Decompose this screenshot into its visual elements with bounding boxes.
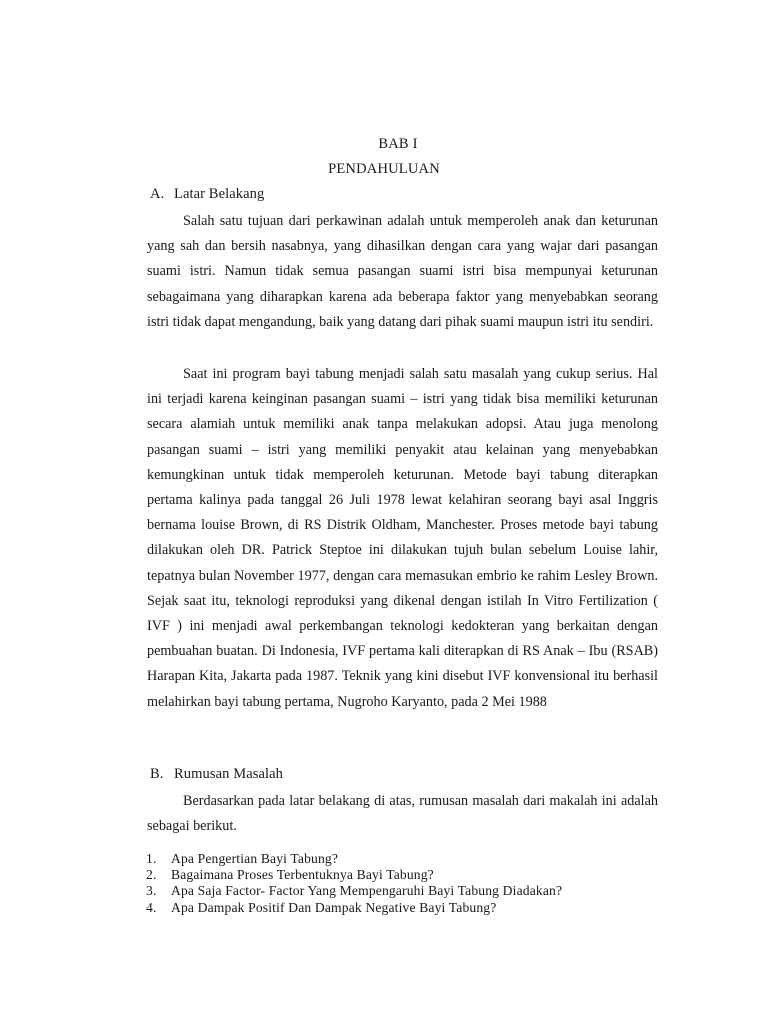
paragraph-latar-belakang-2: Saat ini program bayi tabung menjadi salah satu masalah yang cukup serius. Hal ini terjadi karena keinginan pasangan suami – istri yang tidak bisa memiliki keturunan secara alamiah untuk memiliki anak tanpa melakukan adopsi. Atau juga menolong pasangan suami – istri yang memiliki penyakit atau kelainan yang menyebabkan kemungkinan untuk tidak memperoleh keturunan. Metode bayi tabung diterapkan pertama kalinya pada tanggal 26 Juli 1978 lewat kelahiran seorang bayi asal Inggris bernama louise Brown, di RS Distrik Oldham, Manchester. Proses metode bayi tabung dilakukan oleh DR. Patrick Steptoe ini dilakukan tujuh bulan sebelum Louise lahir, tepatnya bulan November 1977, dengan cara memasukan embrio ke rahim Lesley Brown. Sejak saat itu, teknologi reproduksi yang dikenal dengan istilah In Vitro Fertilization ( IVF ) ini menjadi awal perkembangan teknologi kedokteran yang berkaitan dengan pembuahan buatan. Di Indonesia, IVF pertama kali diterapkan di RS Anak – Ibu (RSAB) Harapan Kita, Jakarta pada 1987. Teknik yang kini disebut IVF konvensional itu berhasil melahirkan bayi tabung pertama, Nugroho Karyanto, pada 2 Mei 1988: [147, 366, 658, 710]
chapter-title: PENDAHULUAN: [328, 161, 440, 177]
chapter-number: BAB I: [378, 136, 418, 152]
list-item-text: Apa Saja Factor- Factor Yang Mempengaruhi Bayi Tabung Diadakan?: [171, 883, 563, 899]
list-item-text: Apa Dampak Positif Dan Dampak Negative Bayi Tabung?: [171, 899, 497, 915]
section-b-heading: [150, 766, 283, 783]
section-b-marker: B.: [150, 766, 164, 782]
list-item-number: 1.: [146, 851, 157, 866]
list-item-text: Apa Pengertian Bayi Tabung?: [171, 851, 339, 866]
list-item: [146, 900, 562, 916]
list-item-number: 4.: [146, 899, 157, 915]
list-item: [146, 883, 562, 899]
list-item-number: 3.: [146, 883, 157, 899]
list-item: [146, 867, 562, 883]
list-item-text: Bagaimana Proses Terbentuknya Bayi Tabung?: [171, 867, 434, 883]
list-item: [146, 851, 562, 867]
paragraph-rumusan-intro: Berdasarkan pada latar belakang di atas, rumusan masalah dari makalah ini adalah sebagai berikut.: [147, 793, 658, 834]
section-b-title: Rumusan Masalah: [174, 766, 284, 782]
paragraph-latar-belakang-1: Salah satu tujuan dari perkawinan adalah untuk memperoleh anak dan keturunan yang sah dan bersih nasabnya, yang dihasilkan dengan cara yang wajar dari pasangan suami istri. Namun tidak semua pasangan suami istri bisa mempunyai keturunan sebagaimana yang diharapkan karena ada beberapa faktor yang menyebabkan seorang istri tidak dapat mengandung, baik yang datang dari pihak suami maupun istri itu sendiri.: [147, 213, 658, 330]
list-item-number: 2.: [146, 867, 157, 883]
section-a-title: Latar Belakang: [174, 186, 265, 202]
section-a-marker: A.: [150, 186, 165, 202]
section-a-heading: [150, 186, 264, 203]
problem-list: [146, 851, 562, 916]
